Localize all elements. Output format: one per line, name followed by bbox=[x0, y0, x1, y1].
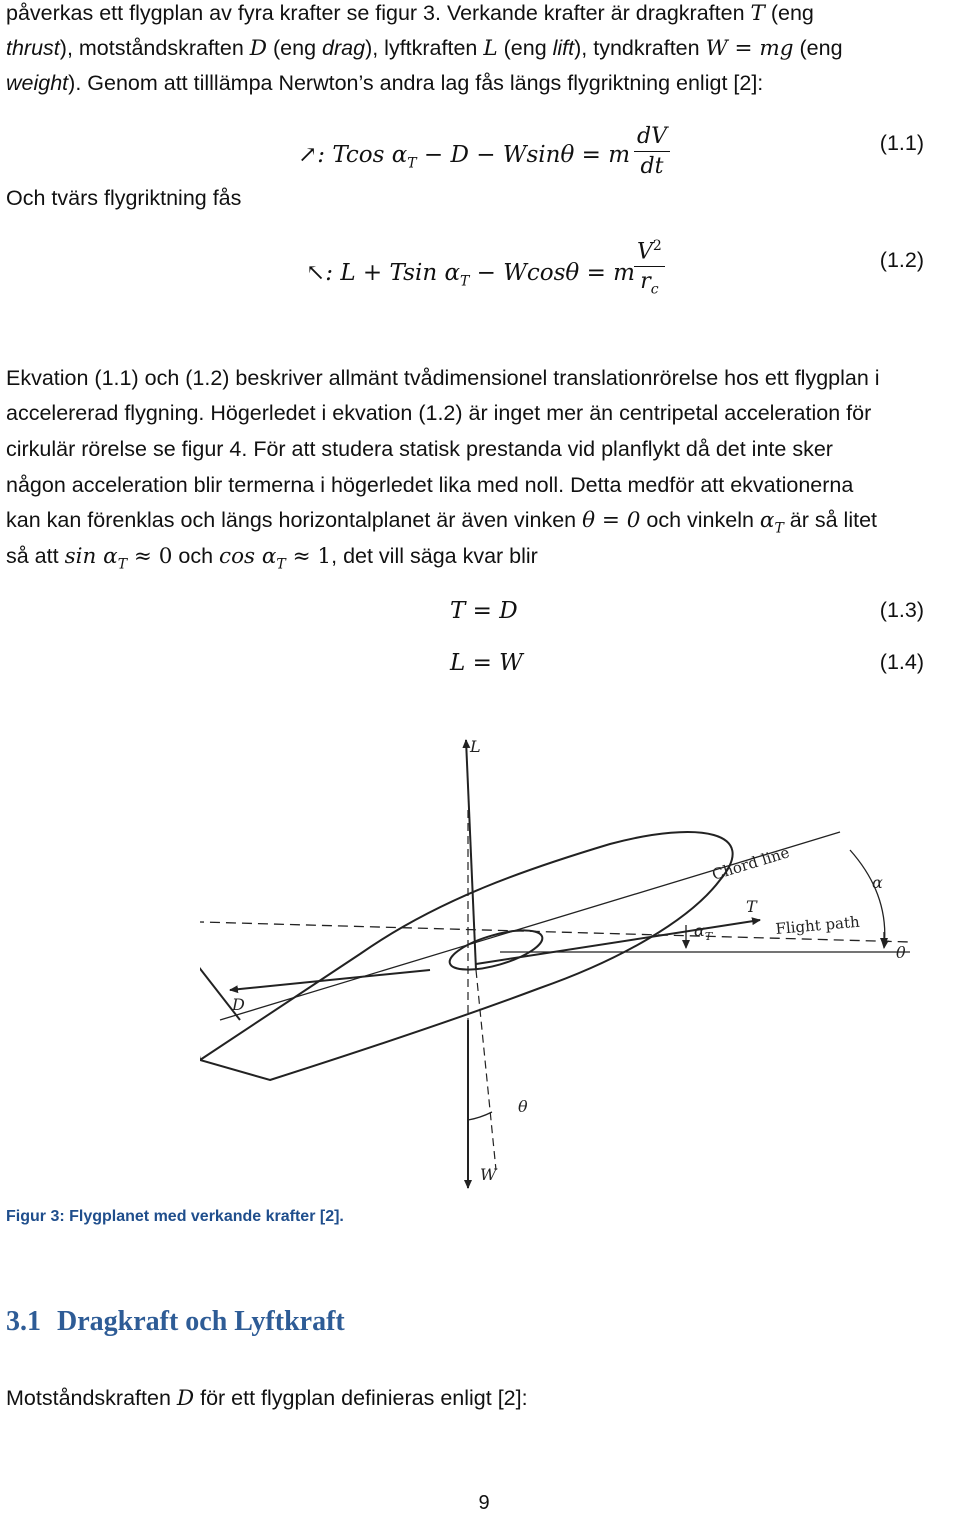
text: påverkas ett flygplan av fyra krafter se figur 3. Verkande krafter är dragkraften bbox=[6, 1, 751, 25]
symbol-D: D bbox=[249, 36, 268, 61]
para2-line-2: accelererad flygning. Högerledet i ekvation (1.2) är inget mer än centripetal acceleration för bbox=[6, 401, 872, 425]
equation-1-2 bbox=[306, 260, 635, 290]
term-weight: weight bbox=[6, 71, 69, 95]
text-line-1 bbox=[6, 0, 814, 29]
math-theta: θ = 0 bbox=[582, 508, 641, 533]
math-sin: sin α bbox=[64, 544, 118, 569]
equation-1-1 bbox=[298, 142, 630, 172]
math-sub: T bbox=[276, 556, 286, 573]
text: Motståndskraften bbox=[6, 1386, 177, 1410]
eq-sub: T bbox=[460, 273, 470, 290]
eq-text: − D − Wsinθ = m bbox=[416, 142, 631, 168]
wing-outline bbox=[446, 922, 547, 977]
theta-arc bbox=[468, 1112, 492, 1120]
label-chord-line: Chord line bbox=[709, 843, 792, 884]
fraction-denominator: dt bbox=[640, 154, 664, 179]
text: (eng bbox=[497, 36, 553, 60]
fraction-dv-dt bbox=[634, 124, 670, 179]
math-cos: cos α bbox=[219, 544, 277, 569]
label-T: T bbox=[746, 897, 757, 916]
math-approx-1: ≈ 1 bbox=[285, 544, 332, 569]
text: (eng bbox=[764, 1, 814, 25]
section-number: 3.1 bbox=[6, 1306, 41, 1337]
text-line-2 bbox=[6, 33, 843, 64]
equation-number-1-4: (1.4) bbox=[879, 650, 924, 674]
text-line-3 bbox=[6, 68, 763, 98]
term-lift: lift bbox=[552, 36, 575, 60]
equation-1-3: T = D bbox=[450, 598, 518, 624]
symbol-T: T bbox=[750, 1, 765, 26]
text: , det vill säga kvar blir bbox=[331, 544, 538, 568]
arrow-nw-icon: ↖ bbox=[306, 260, 326, 286]
fraction-denominator bbox=[634, 267, 665, 297]
normal-reference bbox=[476, 970, 496, 1170]
term-drag: drag bbox=[322, 36, 366, 60]
equation-number-1-2: (1.2) bbox=[879, 248, 924, 272]
math-sub: T bbox=[774, 520, 784, 537]
text: (eng bbox=[267, 36, 323, 60]
equation-number-1-3: (1.3) bbox=[879, 598, 924, 622]
text: ), lyftkraften bbox=[365, 36, 484, 60]
math-alpha: α bbox=[759, 508, 775, 533]
label-alpha-t bbox=[694, 921, 714, 943]
text: ), motståndskraften bbox=[59, 36, 250, 60]
eq-sub: T bbox=[407, 155, 417, 172]
text: för ett flygplan definieras enligt [2]: bbox=[194, 1386, 528, 1410]
text: och bbox=[172, 544, 220, 568]
term-thrust: thrust bbox=[6, 36, 60, 60]
label-alpha: α bbox=[872, 873, 883, 892]
symbol-L: L bbox=[483, 36, 498, 61]
para2-line-5 bbox=[6, 505, 877, 543]
text: ). Genom att tilllämpa Nerwton’s andra lag fås längs flygriktning enligt [2]: bbox=[68, 71, 764, 95]
para2-line-1: Ekvation (1.1) och (1.2) beskriver allmänt tvådimensionel translationrörelse hos ett flygplan i bbox=[6, 366, 880, 390]
label-theta-bottom: θ bbox=[518, 1097, 528, 1116]
fraction-v2-rc bbox=[634, 238, 665, 298]
label-W: W bbox=[480, 1165, 497, 1184]
fraction-numerator bbox=[634, 238, 665, 267]
eq-text: − Wcosθ = m bbox=[469, 260, 635, 286]
label-flight-path: Flight path bbox=[774, 912, 861, 938]
eq-text: : L + Tsin α bbox=[325, 260, 460, 286]
math-sub: T bbox=[117, 556, 128, 573]
text: så att bbox=[6, 544, 65, 568]
text: ), tyndkraften bbox=[574, 36, 706, 60]
para2-line-3: cirkulär rörelse se figur 4. För att studera statisk prestanda vid planflykt då det inte sker bbox=[6, 437, 833, 461]
v-symbol: V bbox=[637, 239, 653, 265]
text: och vinkeln bbox=[640, 508, 760, 532]
label-L: L bbox=[470, 737, 481, 756]
symbol-W-eq: W = mg bbox=[705, 36, 794, 61]
r-symbol: r bbox=[640, 269, 651, 295]
fuselage-outline bbox=[200, 832, 733, 1080]
alpha-arc bbox=[850, 850, 885, 948]
arrow-ne-icon: ↗ bbox=[298, 142, 318, 168]
section-heading bbox=[6, 1306, 345, 1338]
text: är så litet bbox=[783, 508, 877, 532]
eq-text: : Tcos α bbox=[317, 142, 408, 168]
equation-number-1-1: (1.1) bbox=[879, 131, 924, 155]
subscript-c: c bbox=[650, 281, 659, 298]
section-title: Dragkraft och Lyftkraft bbox=[57, 1306, 345, 1337]
math-approx-0: ≈ 0 bbox=[127, 544, 173, 569]
symbol-D: D bbox=[176, 1386, 195, 1411]
para2-line-4: någon acceleration blir termerna i högerledet lika med noll. Detta medför att ekvationerna bbox=[6, 473, 854, 497]
exponent: 2 bbox=[652, 238, 662, 254]
equation-1-4: L = W bbox=[450, 650, 523, 676]
airplane-forces-figure bbox=[200, 720, 920, 1200]
para2-line-6 bbox=[6, 541, 538, 579]
fraction-numerator: dV bbox=[634, 124, 670, 152]
figure-caption: Figur 3: Flygplanet med verkande krafter [2]. bbox=[6, 1208, 344, 1225]
page-number: 9 bbox=[478, 1492, 490, 1514]
label-alpha-t-sub: T bbox=[704, 930, 713, 943]
text: kan kan förenklas och längs horizontalplanet är även vinken bbox=[6, 508, 583, 532]
label-alpha-t-main: α bbox=[694, 921, 705, 940]
transverse-label: Och tvärs flygriktning fås bbox=[6, 186, 242, 210]
label-theta-right: θ bbox=[896, 943, 906, 962]
text: (eng bbox=[793, 36, 843, 60]
para3-line-1 bbox=[6, 1383, 528, 1414]
label-D: D bbox=[232, 995, 245, 1014]
